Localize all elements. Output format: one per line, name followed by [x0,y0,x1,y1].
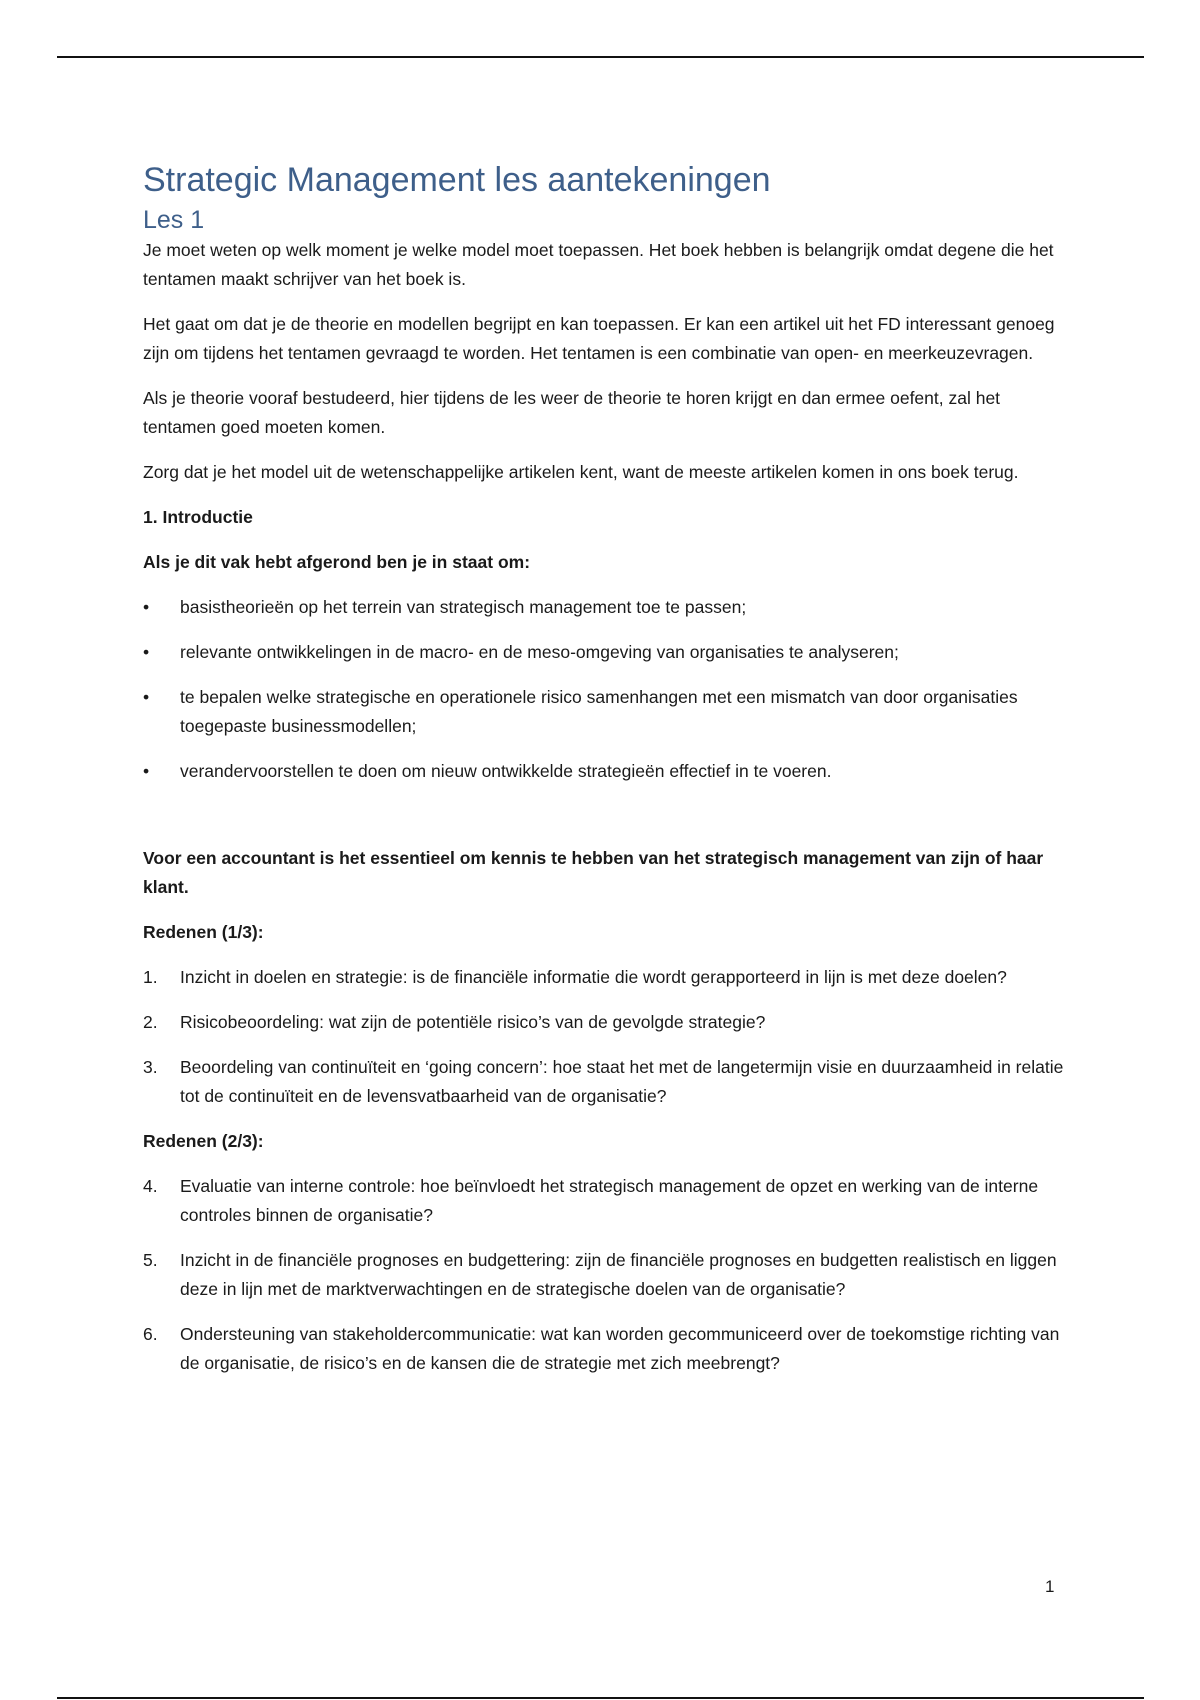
top-border-line [57,56,1144,58]
list-item [143,593,1068,622]
bullet-marker: • [143,687,150,707]
list-item-text: basistheorieën op het terrein van strategisch management toe te passen; [180,597,747,617]
intro-paragraph-4: Zorg dat je het model uit de wetenschappelijke artikelen kent, want de meeste artikelen komen in ons boek terug. [143,462,1019,482]
list-item-text: Risicobeoordeling: wat zijn de potentiële risico’s van de gevolgde strategie? [180,1012,766,1032]
bullet-marker: • [143,761,150,781]
list-number: 4. [143,1176,158,1196]
accountant-heading: Voor een accountant is het essentieel om kennis te hebben van het strategisch management van zijn of haar klant. [143,848,1044,897]
reasons-2-heading: Redenen (2/3): [143,1131,264,1151]
section-heading: 1. Introductie [143,507,253,527]
intro-paragraph-2: Het gaat om dat je de theorie en modellen begrijpt en kan toepassen. Er kan een artikel uit het FD interessant genoeg zijn om tijdens het tentamen gevraagd te worden. Het tentamen is een combinatie van open- en meerkeuzevragen. [143,314,1055,363]
list-item-text: Inzicht in de financiële prognoses en budgettering: zijn de financiële prognoses en budgetten realistisch en liggen deze in lijn met de marktverwachtingen en de strategische doelen van de organisatie? [180,1250,1057,1299]
bottom-border-line [57,1697,1144,1699]
list-number: 3. [143,1057,158,1077]
list-item-text: relevante ontwikkelingen in de macro- en de meso-omgeving van organisaties te analyseren; [180,642,899,662]
bullet-marker: • [143,597,150,617]
reasons-1-list [143,963,1068,1111]
intro-paragraph-1: Je moet weten op welk moment je welke model moet toepassen. Het boek hebben is belangrijk omdat degene die het tentamen maakt schrijver van het boek is. [143,240,1054,289]
reasons-2-list [143,1172,1068,1378]
document-title: Strategic Management les aantekeningen [143,161,771,199]
list-item [143,683,1068,741]
list-item [143,963,1068,992]
list-item-text: verandervoorstellen te doen om nieuw ontwikkelde strategieën effectief in te voeren. [180,761,832,781]
list-item-text: Evaluatie van interne controle: hoe beïnvloedt het strategisch management de opzet en werking van de interne controles binnen de organisatie? [180,1176,1039,1225]
list-item-text: Ondersteuning van stakeholdercommunicatie: wat kan worden gecommuniceerd over de toekomstige richting van de organisatie, de risico’s en de kansen die de strategie met zich meebrengt? [180,1324,1060,1373]
bullet-marker: • [143,642,150,662]
list-item-text: te bepalen welke strategische en operationele risico samenhangen met een mismatch van door organisaties toegepaste businessmodellen; [180,687,1018,736]
list-item [143,1008,1068,1037]
list-item-text: Beoordeling van continuïteit en ‘going concern’: hoe staat het met de langetermijn visie en duurzaamheid in relatie tot de continuïteit en de levensvatbaarheid van de organisatie? [180,1057,1064,1106]
lesson-subtitle: Les 1 [143,206,205,234]
intro-paragraph-3: Als je theorie vooraf bestudeerd, hier tijdens de les weer de theorie te horen krijgt en dan ermee oefent, zal het tentamen goed moeten komen. [143,388,1001,437]
list-item [143,638,1068,667]
reasons-1-heading: Redenen (1/3): [143,922,264,942]
list-item [143,1246,1068,1304]
list-item [143,757,1068,786]
document-page [143,160,1068,1394]
list-item [143,1320,1068,1378]
spacer [143,802,1068,844]
list-number: 1. [143,967,158,987]
list-number: 5. [143,1250,158,1270]
goals-heading: Als je dit vak hebt afgerond ben je in staat om: [143,552,531,572]
list-item [143,1053,1068,1111]
list-item [143,1172,1068,1230]
list-number: 2. [143,1012,158,1032]
goals-list [143,593,1068,786]
list-item-text: Inzicht in doelen en strategie: is de financiële informatie die wordt gerapporteerd in lijn is met deze doelen? [180,967,1007,987]
page-number: 1 [1045,1577,1055,1596]
list-number: 6. [143,1324,158,1344]
